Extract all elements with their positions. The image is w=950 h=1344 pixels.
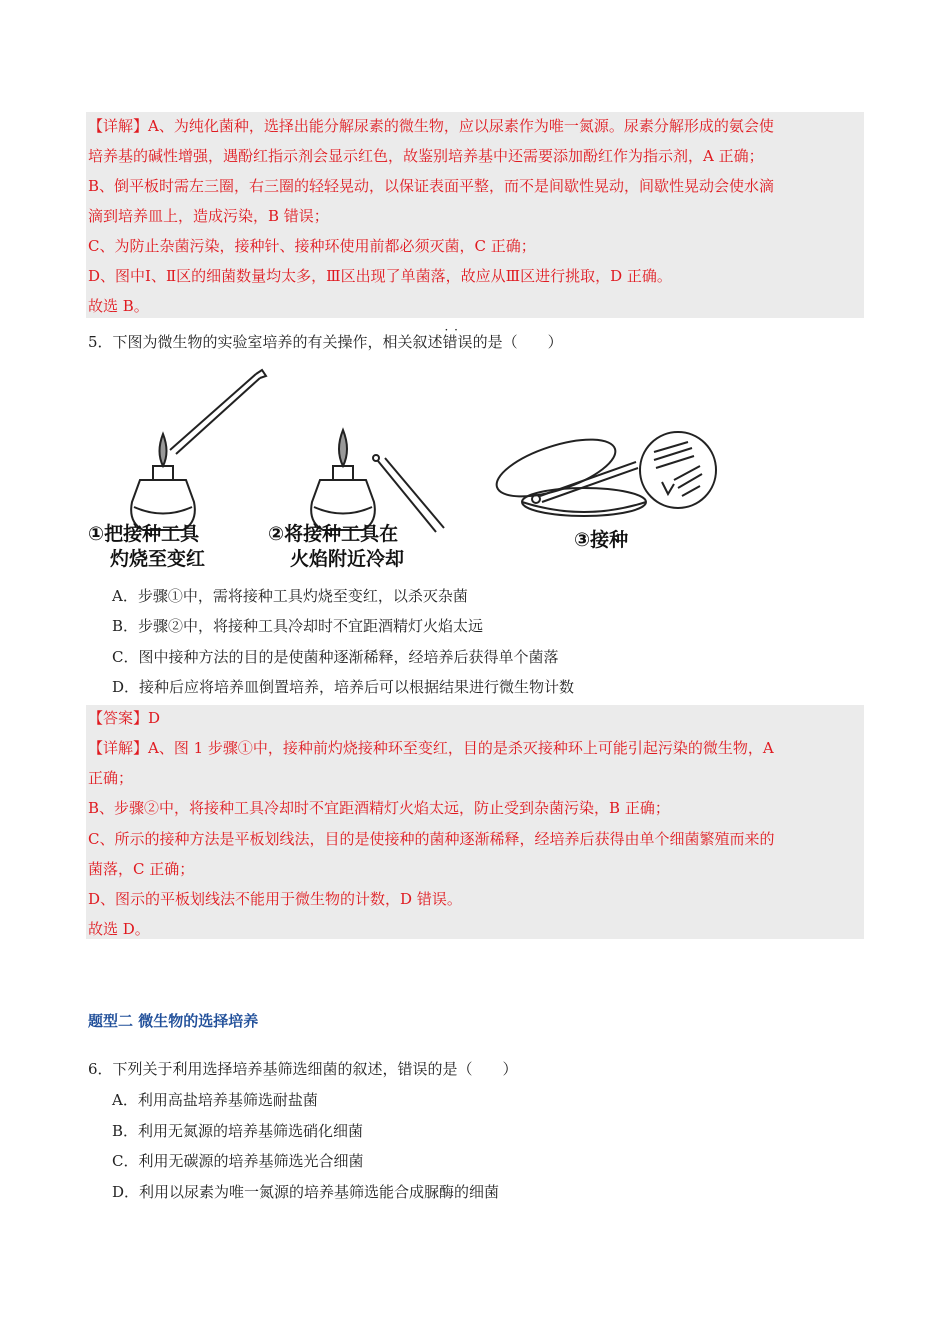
q4-explanation-line-1: 【详解】A、为纯化菌种，选择出能分解尿素的微生物，应以尿素作为唯一氮源。尿素分解形成的氨会使 (88, 117, 774, 135)
fig-step3-label: ③接种 (574, 529, 629, 551)
fig-step2-label-line1: ②将接种工具在 (268, 523, 399, 545)
q5-option-a: A．步骤①中，需将接种工具灼烧至变红，以杀灭杂菌 (112, 587, 468, 605)
q5-explanation-line-4: C、所示的接种方法是平板划线法，目的是使接种的菌种逐渐稀释，经培养后获得由单个细菌繁殖而来的 (88, 830, 775, 848)
q6-stem: 6．下列关于利用选择培养基筛选细菌的叙述，错误的是（ ） (88, 1060, 518, 1078)
section-heading: 题型二 微生物的选择培养 (88, 1012, 259, 1030)
q5-explanation-line-7: 故选 D。 (88, 920, 150, 938)
q4-explanation-line-6: D、图中Ⅰ、Ⅱ区的细菌数量均太多，Ⅲ区出现了单菌落，故应从Ⅲ区进行挑取，D 正确。 (88, 267, 672, 285)
streak-plate-icon (640, 432, 716, 508)
q5-figure (88, 362, 728, 576)
q5-stem-emphasis: · · 错误 (443, 332, 473, 352)
q4-explanation-line-3: B、倒平板时需左三圈，右三圈的轻轻晃动，以保证表面平整，而不是间歇性晃动，间歇性晃动会使水滴 (88, 177, 775, 195)
inoculation-loop-icon (532, 462, 638, 503)
fig-step1-label-line2: 灼烧至变红 (110, 548, 206, 570)
q5-explanation-line-1: 【详解】A、图 1 步骤①中，接种前灼烧接种环至变红，目的是杀灭接种环上可能引起污染的微生物，A (88, 739, 774, 757)
q5-explanation-line-5: 菌落，C 正确； (88, 860, 195, 878)
q6-option-d: D．利用以尿素为唯一氮源的培养基筛选能合成脲酶的细菌 (112, 1183, 500, 1201)
q5-stem (88, 332, 563, 352)
q5-option-c: C．图中接种方法的目的是使菌种逐渐稀释，经培养后获得单个菌落 (112, 648, 559, 666)
q5-explanation-line-2: 正确； (88, 769, 134, 787)
alcohol-lamp-1-icon (131, 434, 195, 530)
q6-option-b: B．利用无氮源的培养基筛选硝化细菌 (112, 1122, 364, 1140)
fig-step1-label-line1: ①把接种工具 (88, 523, 200, 545)
q4-explanation-line-4: 滴到培养皿上，造成污染，B 错误； (88, 207, 329, 225)
q5-explanation-line-3: B、步骤②中，将接种工具冷却时不宜距酒精灯火焰太远，防止受到杂菌污染，B 正确； (88, 799, 670, 817)
inoculation-tool-1-icon (170, 370, 266, 454)
q5-stem-suffix: 的是（ ） (472, 333, 563, 351)
q5-answer: 【答案】D (88, 709, 161, 727)
q4-explanation-line-2: 培养基的碱性增强，遇酚红指示剂会显示红色，故鉴别培养基中还需要添加酚红作为指示剂，A 正确； (88, 147, 764, 165)
q6-option-a: A．利用高盐培养基筛选耐盐菌 (112, 1091, 318, 1109)
q6-option-c: C．利用无碳源的培养基筛选光合细菌 (112, 1152, 364, 1170)
q5-explanation-line-6: D、图示的平板划线法不能用于微生物的计数，D 错误。 (88, 890, 462, 908)
q5-option-d: D．接种后应将培养皿倒置培养，培养后可以根据结果进行微生物计数 (112, 678, 575, 696)
q5-option-b: B．步骤②中，将接种工具冷却时不宜距酒精灯火焰太远 (112, 617, 484, 635)
q4-explanation-line-7: 故选 B。 (88, 297, 149, 315)
fig-step2-label-line2: 火焰附近冷却 (290, 548, 405, 570)
q5-stem-prefix: 5．下图为微生物的实验室培养的有关操作，相关叙述 (88, 333, 443, 351)
inoculation-tool-2-icon (373, 455, 444, 532)
q4-explanation-line-5: C、为防止杂菌污染，接种针、接种环使用前都必须灭菌，C 正确； (88, 237, 536, 255)
alcohol-lamp-2-icon (311, 430, 375, 530)
petri-dish-icon (490, 428, 646, 516)
